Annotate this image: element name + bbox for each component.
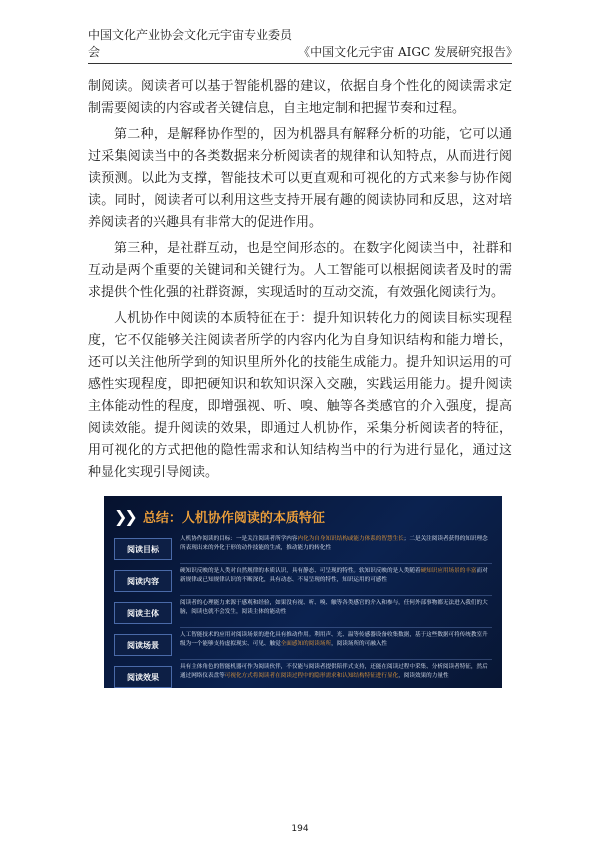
row-label: 阅读目标 bbox=[114, 538, 172, 560]
row-text: 硬知识反映的是人类对自然规律的本质认识，具有静态、可呈现的特性。软知识反映的是人类随着硬知识应用场景的丰富而对新规律或已知规律认识的不断深化，具有动态、不易呈现的特性，知识运用的可感性 bbox=[180, 567, 492, 596]
row-label: 阅读效果 bbox=[114, 666, 172, 688]
row-label: 阅读内容 bbox=[114, 570, 172, 592]
figure-row bbox=[114, 566, 492, 596]
paragraph: 第二种，是解释协作型的，因为机器具有解释分析的功能，它可以通过采集阅读当中的各类数据来分析阅读者的规律和认知特点，从而进行阅读预测。以此为支撑，智能技术可以更直观和可视化的方式来参与协作阅读。同时，阅读者可以利用这些支持开展有趣的阅读协同和反思，这对培养阅读者的兴趣具有非常大的促进作用。 bbox=[88, 127, 512, 230]
figure-rows bbox=[114, 534, 492, 688]
figure-title: 总结：人机协作阅读的本质特征 bbox=[142, 510, 325, 526]
row-text: 具有主体角色的智能机器可作为阅读伙伴，不仅能与阅读者提供陪伴式支持，还能在阅读过程中采集、分析阅读者特征，然后通过网络仪表盘等可视化方式将阅读者在阅读过程中的隐形需求和认知结构特征进行显化，阅读效果的力量性 bbox=[180, 663, 492, 689]
figure-row bbox=[114, 598, 492, 628]
paragraph: 人机协作中阅读的本质特征在于：提升知识转化力的阅读目标实现程度，它不仅能够关注阅读者所学的内容内化为自身知识结构和能力增长，还可以关注他所学到的知识里所外化的技能生成能力。提升知识运用的可感性实现程度，即把硬知识和软知识深入交融，实践运用能力。提升阅读主体能动性的程度，即增强视、听、嗅、触等各类感官的介入强度，提高阅读效能。提升阅读的效果，即通过人机协作，采集分析阅读者的特征，用可视化的方式把他的隐性需求和认知结构当中的行为进行显化，通过这种显化实现引导阅读。 bbox=[88, 311, 512, 480]
figure-row bbox=[114, 662, 492, 688]
row-text: 人机协作阅读的目标：一是关注阅读者所学内容内化为自身知识结构或能力体系的智慧生长；二是关注阅读者获得的知识理念所表现出来的外化于形的动作技能的生成，推动能力的转化性 bbox=[180, 535, 492, 564]
row-text: 阅读者的心理能力来源于感观和经验，如果没有视、听、嗅、触等各类感官的介入和参与，任何外部事物都无法进入我们的大脑，阅读也就不会发生，阅读主体的能动性 bbox=[180, 599, 492, 628]
header-right: 《中国文化元宇宙 AIGC 发展研究报告》 bbox=[298, 45, 518, 59]
figure-row bbox=[114, 630, 492, 660]
page-number: 194 bbox=[291, 824, 309, 834]
figure-row bbox=[114, 534, 492, 564]
row-label: 阅读主体 bbox=[114, 602, 172, 624]
double-chevron-icon: ❯❯ bbox=[114, 506, 135, 526]
running-header bbox=[88, 28, 518, 64]
figure-header bbox=[114, 504, 492, 528]
paragraph: 制阅读。阅读者可以基于智能机器的建议，依据自身个性化的阅读需求定制需要阅读的内容或者关键信息，自主地定制和把握节奏和过程。 bbox=[88, 79, 512, 116]
summary-figure bbox=[104, 496, 502, 688]
body-text bbox=[88, 76, 512, 488]
row-label: 阅读场景 bbox=[114, 634, 172, 656]
row-text: 人工智能技术的应用对阅读场景的进化具有推动作用。利用声、光、温等传感器设备收集数据，基于这些数据可将传统教室升级为一个能够支持虚拟现实、可见、触觉全面感知的阅读场所，阅读场所的可融入性 bbox=[180, 631, 492, 660]
header-left: 中国文化产业协会文化元宇宙专业委员会 bbox=[88, 28, 293, 59]
paragraph: 第三种，是社群互动，也是空间形态的。在数字化阅读当中，社群和互动是两个重要的关键词和关键行为。人工智能可以根据阅读者及时的需求提供个性化强的社群资源，实现适时的互动交流，有效强化阅读行为。 bbox=[88, 241, 512, 300]
